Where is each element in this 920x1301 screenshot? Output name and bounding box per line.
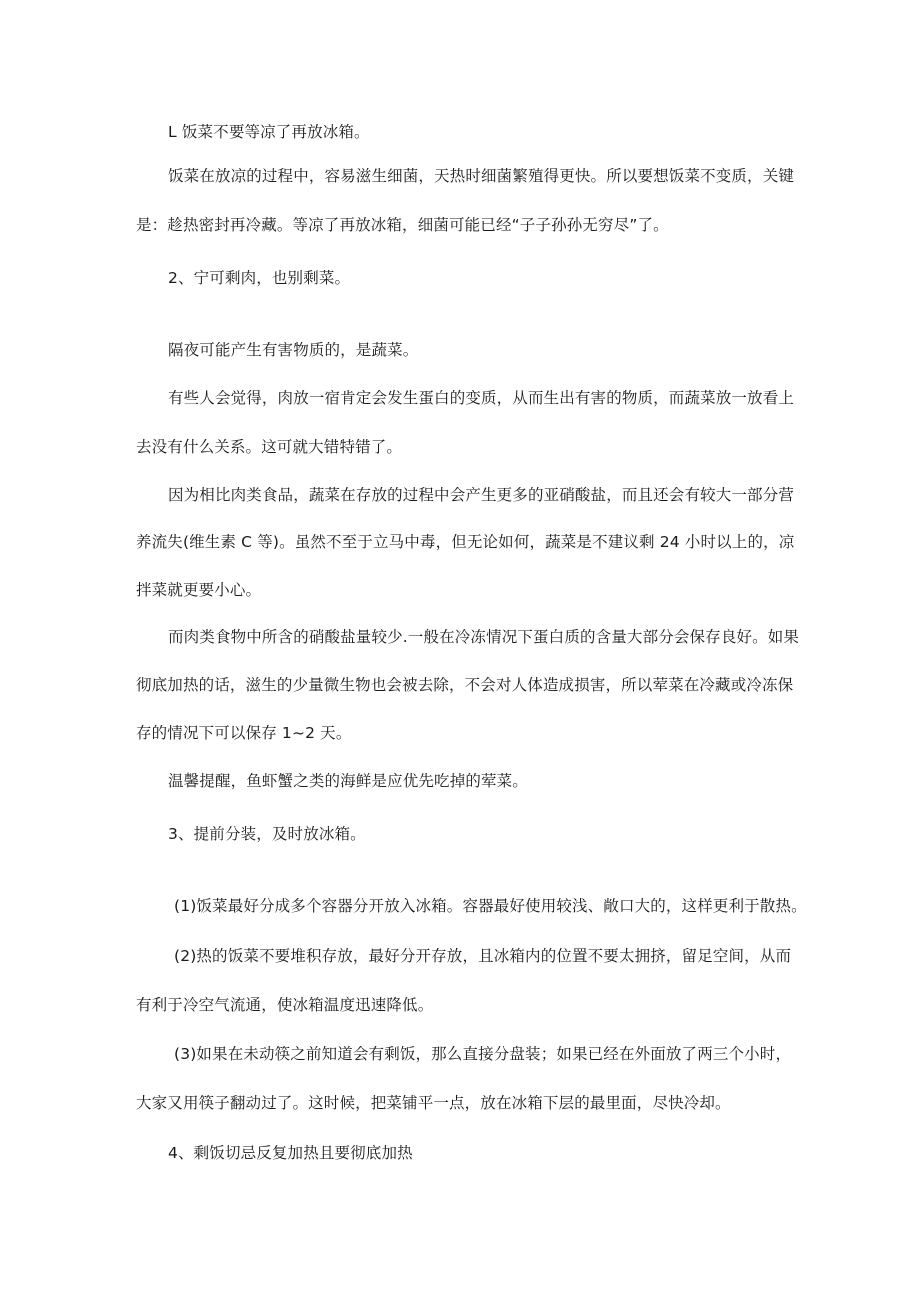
- list-item-line: 有利于冷空气流通，使冰箱温度迅速降低。: [136, 996, 434, 1014]
- heading-2: 2、宁可剩肉，也别剩菜。: [168, 269, 351, 287]
- list-item-line: 大家又用筷子翻动过了。这时候，把菜铺平一点，放在冰箱下层的最里面，尽快冷却。: [136, 1094, 731, 1112]
- heading-3: 3、提前分装，及时放冰箱。: [168, 825, 366, 843]
- paragraph-line: 隔夜可能产生有害物质的，是蔬菜。: [168, 341, 419, 359]
- paragraph-line: 彻底加热的话，滋生的少量微生物也会被去除，不会对人体造成损害，所以荤菜在冷藏或冷冻保: [136, 676, 794, 694]
- paragraph-line: 养流失(维生素 C 等)。虽然不至于立马中毒，但无论如何，蔬菜是不建议剩 24 小时以上的，凉: [136, 533, 795, 551]
- paragraph-line: 是：趁热密封再冷藏。等凉了再放冰箱，细菌可能已经“子子孙孙无穷尽”了。: [136, 216, 669, 234]
- paragraph-line: 有些人会觉得，肉放一宿肯定会发生蛋白的变质，从而生出有害的物质，而蔬菜放一放看上: [168, 389, 795, 407]
- paragraph-line: 拌菜就更要小心。: [136, 581, 262, 599]
- paragraph-line: 饭菜在放凉的过程中，容易滋生细菌，天热时细菌繁殖得更快。所以要想饭菜不变质，关键: [168, 167, 795, 185]
- heading-1: L 饭菜不要等凉了再放冰箱。: [168, 123, 370, 141]
- list-item-line: (1)饭菜最好分成多个容器分开放入冰箱。容器最好使用较浅、敞口大的，这样更利于散热。: [174, 897, 807, 915]
- list-item-line: (3)如果在未动筷之前知道会有剩饭，那么直接分盘装；如果已经在外面放了两三个小时，: [174, 1045, 792, 1063]
- paragraph-line: 因为相比肉类食品，蔬菜在存放的过程中会产生更多的亚硝酸盐，而且还会有较大一部分营: [168, 486, 795, 504]
- paragraph-line: 去没有什么关系。这可就大错特错了。: [136, 438, 403, 456]
- paragraph-line: 温馨提醒，鱼虾蟹之类的海鲜是应优先吃掉的荤菜。: [168, 772, 528, 790]
- paragraph-line: 存的情况下可以保存 1~2 天。: [136, 724, 352, 742]
- list-item-line: (2)热的饭菜不要堆积存放，最好分开存放，且冰箱内的位置不要太拥挤，留足空间，从而: [174, 947, 792, 965]
- paragraph-line: 而肉类食物中所含的硝酸盐量较少.一般在冷冻情况下蛋白质的含量大部分会保存良好。如果: [168, 628, 800, 646]
- heading-4: 4、剩饭切忌反复加热且要彻底加热: [168, 1144, 413, 1162]
